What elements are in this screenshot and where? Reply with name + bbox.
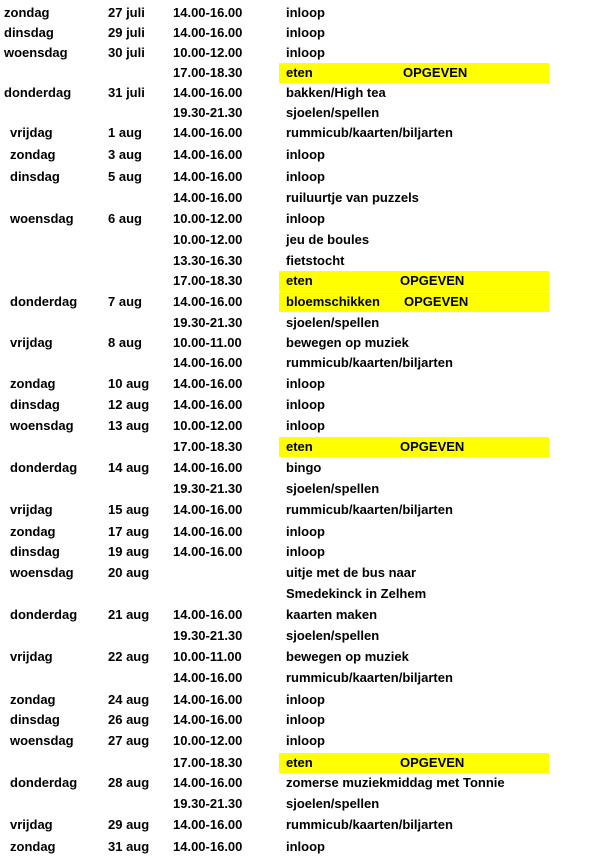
schedule-row	[0, 647, 610, 667]
schedule-row	[0, 479, 610, 499]
day-cell: woensdag	[10, 733, 74, 748]
activity-cell: eten	[286, 65, 313, 80]
time-cell: 17.00-18.30	[173, 755, 243, 770]
day-cell: woensdag	[10, 565, 74, 580]
activity-cell: Smedekinck in Zelhem	[286, 586, 427, 601]
activity-cell: inloop	[286, 839, 325, 854]
activity-cell: rummicub/kaarten/biljarten	[286, 670, 453, 685]
activity-cell: rummicub/kaarten/biljarten	[286, 502, 453, 517]
schedule-row	[0, 3, 610, 23]
schedule-row	[0, 43, 610, 63]
day-cell: donderdag	[10, 775, 78, 790]
day-cell: dinsdag	[10, 544, 60, 559]
time-cell: 14.00-16.00	[173, 775, 243, 790]
activity-cell: inloop	[286, 45, 325, 60]
activity-cell: eten	[286, 273, 313, 288]
date-cell: 21 aug	[108, 607, 150, 622]
time-cell: 10.00-12.00	[173, 45, 243, 60]
activity-cell: sjoelen/spellen	[286, 796, 380, 811]
activity-cell: eten	[286, 755, 313, 770]
signup-tag: OPGEVEN	[400, 273, 465, 288]
schedule-row	[0, 794, 610, 814]
schedule-row	[0, 167, 610, 187]
schedule-row	[0, 145, 610, 165]
time-cell: 19.30-21.30	[173, 628, 243, 643]
time-cell: 14.00-16.00	[173, 712, 243, 727]
day-cell: dinsdag	[10, 712, 60, 727]
time-cell: 17.00-18.30	[173, 439, 243, 454]
activity-cell: inloop	[286, 5, 325, 20]
activity-cell: bloemschikken	[286, 294, 380, 309]
date-cell: 27 aug	[108, 733, 150, 748]
date-cell: 22 aug	[108, 649, 150, 664]
date-cell: 20 aug	[108, 565, 150, 580]
day-cell: donderdag	[4, 85, 72, 100]
schedule-row	[0, 837, 610, 857]
schedule-row	[0, 63, 610, 83]
activity-cell: sjoelen/spellen	[286, 481, 380, 496]
activity-cell: rummicub/kaarten/biljarten	[286, 355, 453, 370]
signup-tag: OPGEVEN	[404, 294, 469, 309]
activity-cell: inloop	[286, 376, 325, 391]
schedule-row	[0, 690, 610, 710]
time-cell: 14.00-16.00	[173, 147, 243, 162]
activity-cell: inloop	[286, 524, 325, 539]
activity-cell: bewegen op muziek	[286, 649, 409, 664]
date-cell: 3 aug	[108, 147, 142, 162]
date-cell: 27 juli	[108, 5, 145, 20]
time-cell: 10.00-11.00	[173, 335, 242, 350]
time-cell: 14.00-16.00	[173, 25, 243, 40]
day-cell: dinsdag	[10, 397, 60, 412]
schedule-row	[0, 522, 610, 542]
activity-cell: fietstocht	[286, 253, 345, 268]
time-cell: 10.00-12.00	[173, 211, 243, 226]
time-cell: 10.00-12.00	[173, 733, 243, 748]
time-cell: 17.00-18.30	[173, 273, 243, 288]
date-cell: 13 aug	[108, 418, 150, 433]
activity-cell: inloop	[286, 169, 325, 184]
schedule-row	[0, 753, 610, 773]
time-cell: 10.00-12.00	[173, 232, 243, 247]
time-cell: 14.00-16.00	[173, 817, 243, 832]
schedule-row	[0, 542, 610, 562]
time-cell: 14.00-16.00	[173, 190, 243, 205]
activity-cell: rummicub/kaarten/biljarten	[286, 125, 453, 140]
time-cell: 19.30-21.30	[173, 315, 243, 330]
date-cell: 14 aug	[108, 460, 150, 475]
day-cell: vrijdag	[10, 649, 53, 664]
schedule-row	[0, 23, 610, 43]
activity-cell: inloop	[286, 544, 325, 559]
activity-cell: bingo	[286, 460, 322, 475]
day-cell: zondag	[10, 147, 56, 162]
time-cell: 10.00-12.00	[173, 418, 243, 433]
activity-cell: bewegen op muziek	[286, 335, 409, 350]
schedule-row	[0, 815, 610, 835]
day-cell: dinsdag	[4, 25, 54, 40]
date-cell: 1 aug	[108, 125, 142, 140]
schedule-row	[0, 731, 610, 751]
schedule-row	[0, 500, 610, 520]
time-cell: 19.30-21.30	[173, 796, 243, 811]
time-cell: 13.30-16.30	[173, 253, 243, 268]
schedule-row	[0, 458, 610, 478]
schedule-row	[0, 230, 610, 250]
activity-cell: eten	[286, 439, 313, 454]
schedule-row	[0, 103, 610, 123]
schedule-row	[0, 313, 610, 333]
day-cell: zondag	[10, 524, 56, 539]
signup-tag: OPGEVEN	[400, 439, 465, 454]
activity-cell: ruiluurtje van puzzels	[286, 190, 419, 205]
activity-cell: inloop	[286, 733, 325, 748]
activity-cell: inloop	[286, 211, 325, 226]
day-cell: zondag	[4, 5, 50, 20]
time-cell: 14.00-16.00	[173, 607, 243, 622]
activity-cell: bakken/High tea	[286, 85, 386, 100]
time-cell: 14.00-16.00	[173, 544, 243, 559]
day-cell: vrijdag	[10, 335, 53, 350]
activity-cell: sjoelen/spellen	[286, 105, 380, 120]
time-cell: 14.00-16.00	[173, 376, 243, 391]
day-cell: zondag	[10, 839, 56, 854]
day-cell: donderdag	[10, 607, 78, 622]
date-cell: 17 aug	[108, 524, 150, 539]
day-cell: donderdag	[10, 294, 78, 309]
time-cell: 14.00-16.00	[173, 502, 243, 517]
schedule-row	[0, 123, 610, 143]
date-cell: 6 aug	[108, 211, 142, 226]
date-cell: 7 aug	[108, 294, 142, 309]
activity-cell: inloop	[286, 692, 325, 707]
date-cell: 10 aug	[108, 376, 150, 391]
time-cell: 19.30-21.30	[173, 481, 243, 496]
activity-cell: sjoelen/spellen	[286, 628, 380, 643]
time-cell: 14.00-16.00	[173, 355, 243, 370]
activity-cell: uitje met de bus naar	[286, 565, 417, 580]
day-cell: woensdag	[10, 418, 74, 433]
date-cell: 5 aug	[108, 169, 142, 184]
day-cell: vrijdag	[10, 502, 53, 517]
day-cell: vrijdag	[10, 817, 53, 832]
schedule-row	[0, 773, 610, 793]
time-cell: 14.00-16.00	[173, 524, 243, 539]
time-cell: 17.00-18.30	[173, 65, 243, 80]
schedule-row	[0, 437, 610, 457]
schedule-row	[0, 292, 610, 312]
time-cell: 14.00-16.00	[173, 397, 243, 412]
activity-cell: inloop	[286, 147, 325, 162]
schedule-row	[0, 83, 610, 103]
day-cell: zondag	[10, 692, 56, 707]
signup-tag: OPGEVEN	[403, 65, 468, 80]
schedule-row	[0, 710, 610, 730]
schedule-row	[0, 353, 610, 373]
day-cell: woensdag	[10, 211, 74, 226]
schedule-row	[0, 605, 610, 625]
time-cell: 14.00-16.00	[173, 125, 243, 140]
schedule-row	[0, 395, 610, 415]
day-cell: woensdag	[4, 45, 68, 60]
time-cell: 14.00-16.00	[173, 670, 243, 685]
schedule-row	[0, 271, 610, 291]
date-cell: 31 juli	[108, 85, 145, 100]
date-cell: 31 aug	[108, 839, 150, 854]
schedule-row	[0, 626, 610, 646]
date-cell: 30 juli	[108, 45, 145, 60]
date-cell: 8 aug	[108, 335, 142, 350]
schedule-row	[0, 333, 610, 353]
date-cell: 12 aug	[108, 397, 150, 412]
activity-cell: inloop	[286, 712, 325, 727]
activity-cell: jeu de boules	[286, 232, 370, 247]
time-cell: 14.00-16.00	[173, 5, 243, 20]
activity-cell: inloop	[286, 418, 325, 433]
schedule-row	[0, 188, 610, 208]
day-cell: donderdag	[10, 460, 78, 475]
schedule-row	[0, 374, 610, 394]
date-cell: 28 aug	[108, 775, 150, 790]
time-cell: 14.00-16.00	[173, 692, 243, 707]
activity-cell: sjoelen/spellen	[286, 315, 380, 330]
activity-cell: zomerse muziekmiddag met Tonnie	[286, 775, 505, 790]
day-cell: zondag	[10, 376, 56, 391]
activity-cell: kaarten maken	[286, 607, 378, 622]
time-cell: 14.00-16.00	[173, 169, 243, 184]
schedule-row	[0, 416, 610, 436]
activity-cell: rummicub/kaarten/biljarten	[286, 817, 453, 832]
date-cell: 29 aug	[108, 817, 150, 832]
date-cell: 19 aug	[108, 544, 150, 559]
schedule-row	[0, 668, 610, 688]
time-cell: 10.00-11.00	[173, 649, 242, 664]
activity-cell: inloop	[286, 25, 325, 40]
date-cell: 26 aug	[108, 712, 150, 727]
time-cell: 14.00-16.00	[173, 839, 243, 854]
date-cell: 24 aug	[108, 692, 150, 707]
schedule-row	[0, 584, 610, 604]
day-cell: vrijdag	[10, 125, 53, 140]
time-cell: 14.00-16.00	[173, 294, 243, 309]
date-cell: 29 juli	[108, 25, 145, 40]
time-cell: 19.30-21.30	[173, 105, 243, 120]
date-cell: 15 aug	[108, 502, 150, 517]
schedule-row	[0, 251, 610, 271]
day-cell: dinsdag	[10, 169, 60, 184]
schedule-row	[0, 563, 610, 583]
signup-tag: OPGEVEN	[400, 755, 465, 770]
time-cell: 14.00-16.00	[173, 460, 243, 475]
time-cell: 14.00-16.00	[173, 85, 243, 100]
schedule-row	[0, 209, 610, 229]
activity-cell: inloop	[286, 397, 325, 412]
